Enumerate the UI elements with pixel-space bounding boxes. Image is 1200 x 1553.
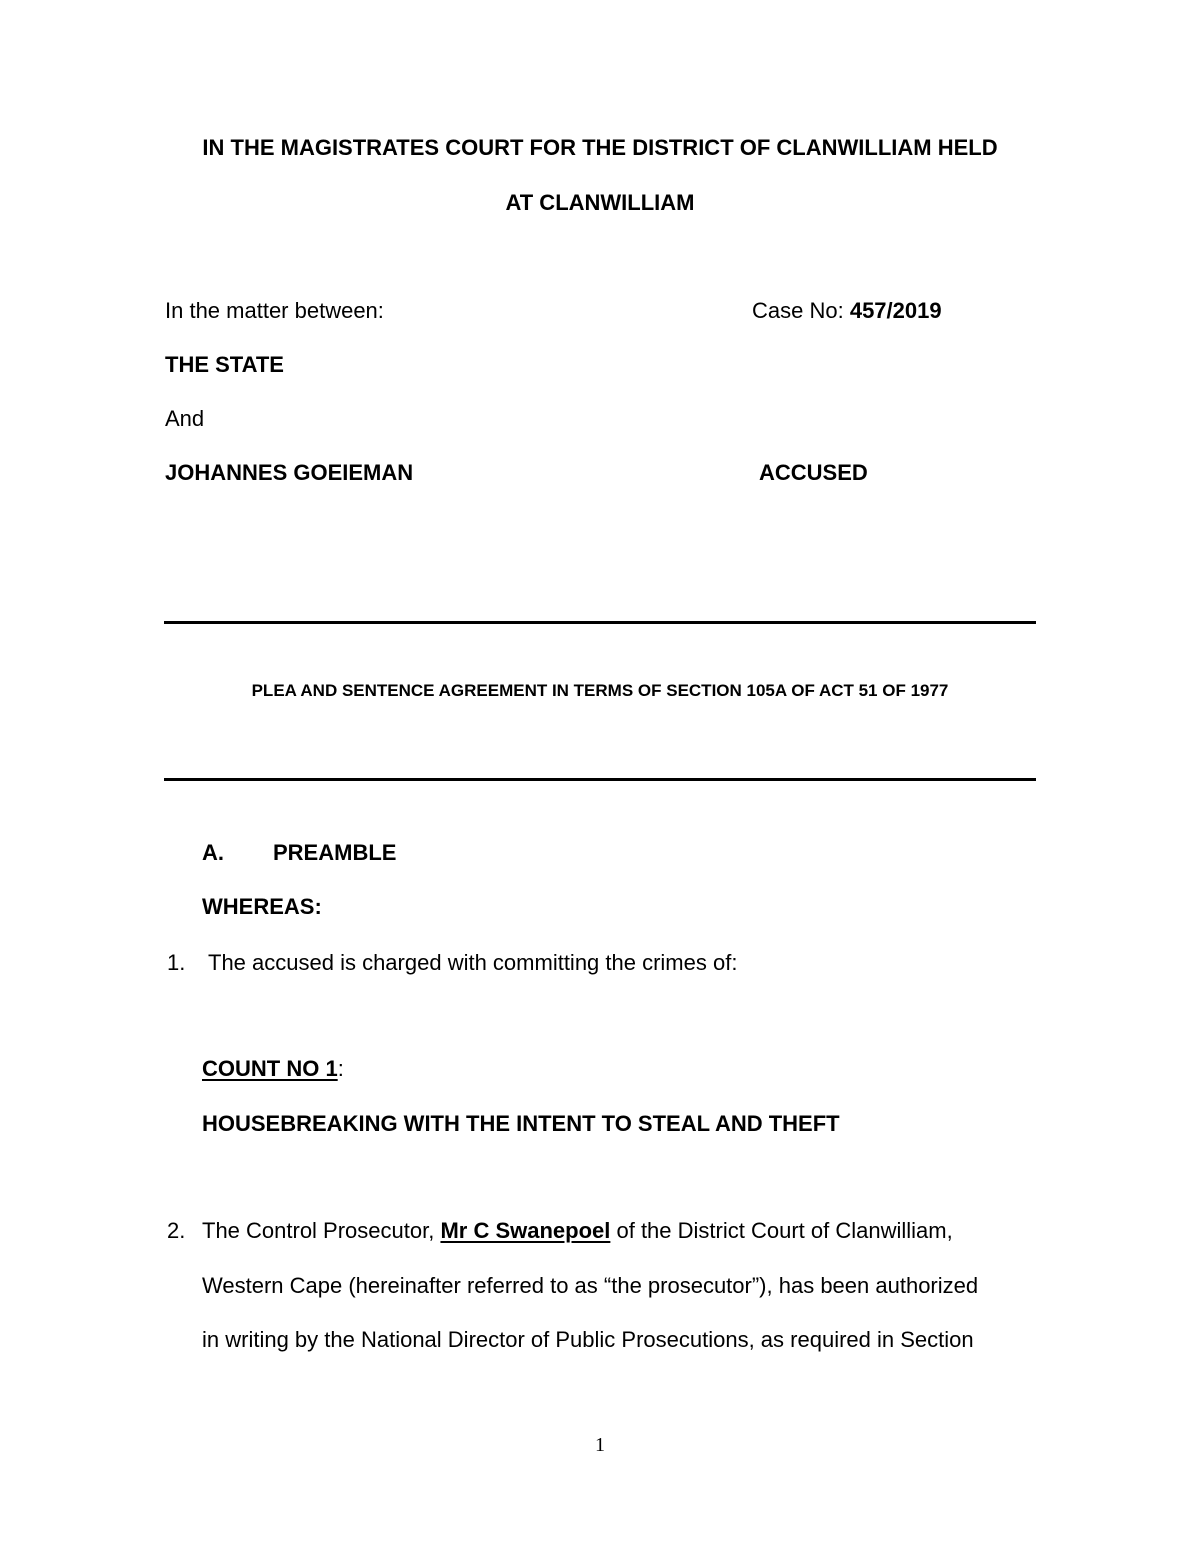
preamble-letter: A. — [202, 840, 224, 865]
preamble-title: PREAMBLE — [273, 840, 397, 865]
item-1-number: 1. — [167, 950, 186, 975]
plaintiff-name: THE STATE — [165, 352, 284, 377]
count-colon: : — [337, 1056, 344, 1081]
accused-name: JOHANNES GOEIEMAN — [165, 460, 414, 485]
item-2-line-1-start: The Control Prosecutor, — [202, 1218, 441, 1243]
item-2-line-2: Western Cape (hereinafter referred to as “the prosecutor”), has been authorized — [202, 1273, 979, 1298]
whereas-label: WHEREAS: — [202, 894, 322, 919]
count-heading — [202, 1056, 344, 1082]
matter-between-label: In the matter between: — [165, 298, 384, 323]
item-2-line-1-end: of the District Court of Clanwilliam, — [610, 1218, 953, 1243]
item-1-text: The accused is charged with committing the crimes of: — [208, 950, 738, 975]
prosecutor-name: Mr C Swanepoel — [440, 1218, 611, 1243]
conjunction-and: And — [165, 406, 205, 431]
divider-top — [164, 621, 1036, 624]
item-2-number: 2. — [167, 1218, 186, 1243]
case-number — [752, 298, 942, 324]
court-heading-line-1: IN THE MAGISTRATES COURT FOR THE DISTRICT OF CLANWILLIAM HELD — [202, 135, 998, 160]
agreement-title: PLEA AND SENTENCE AGREEMENT IN TERMS OF SECTION 105A OF ACT 51 OF 1977 — [251, 681, 949, 700]
item-2-line-1 — [202, 1218, 953, 1244]
case-number-value: 457/2019 — [849, 298, 942, 323]
page-number: 1 — [595, 1434, 605, 1456]
accused-role: ACCUSED — [759, 460, 868, 485]
count-charge: HOUSEBREAKING WITH THE INTENT TO STEAL AND THEFT — [202, 1111, 840, 1136]
divider-bottom — [164, 778, 1036, 781]
count-label: COUNT NO 1 — [202, 1056, 338, 1081]
item-2-line-3: in writing by the National Director of Public Prosecutions, as required in Section — [202, 1327, 974, 1352]
case-number-label: Case No: — [752, 298, 850, 323]
court-heading-line-2: AT CLANWILLIAM — [505, 190, 695, 215]
